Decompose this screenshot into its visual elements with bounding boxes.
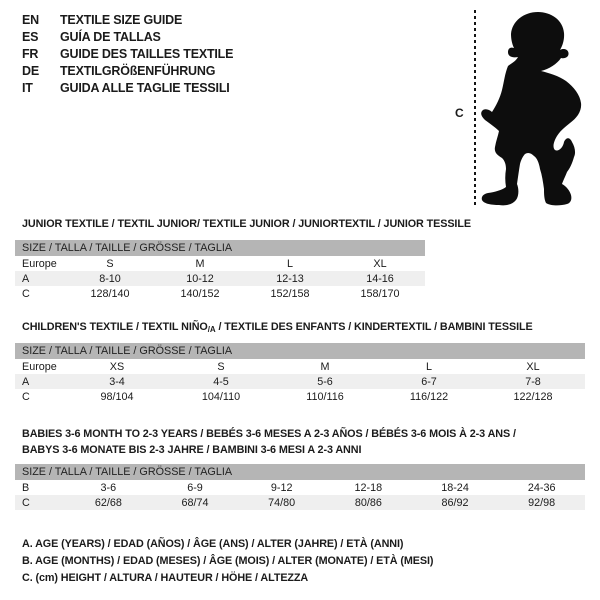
row-label: Europe [22, 360, 57, 373]
language-code: EN [22, 13, 39, 27]
children-size-table [15, 343, 585, 404]
row-label: C [22, 390, 30, 403]
language-row [22, 63, 233, 80]
row-label: A [22, 272, 30, 285]
language-title: GUÍA DE TALLAS [60, 30, 161, 44]
language-title: TEXTILE SIZE GUIDE [60, 13, 183, 27]
babies-table-title [22, 426, 516, 458]
legend-notes [22, 536, 433, 587]
row-label: B [22, 481, 30, 494]
cell: 62/68 [94, 496, 122, 509]
language-code: DE [22, 64, 39, 78]
cell: XS [109, 360, 125, 373]
cell: 14-16 [366, 272, 394, 285]
language-row [22, 80, 233, 97]
cell: XL [373, 257, 387, 270]
cell: 98/104 [100, 390, 134, 403]
table-row [15, 374, 585, 389]
table-row [15, 495, 585, 510]
babies-size-table [15, 464, 585, 510]
note-age-years: A. AGE (YEARS) / EDAD (AÑOS) / ÂGE (ANS) / ALTER (JAHRE) / ETÀ (ANNI) [22, 538, 404, 550]
cell: 7-8 [525, 375, 541, 388]
cell: 12-18 [354, 481, 383, 494]
cell: 10-12 [186, 272, 214, 285]
cell: 140/152 [180, 287, 220, 300]
table-row [15, 271, 425, 286]
language-code: IT [22, 81, 33, 95]
language-row [22, 12, 233, 29]
cell: S [106, 257, 114, 270]
cell: 152/158 [270, 287, 310, 300]
children-table-title [22, 319, 533, 338]
cell: 116/122 [409, 390, 449, 403]
table-row [15, 389, 585, 404]
cell: 74/80 [268, 496, 296, 509]
language-code: ES [22, 30, 39, 44]
table-row [15, 359, 585, 374]
children-title-post: / TEXTILE DES ENFANTS / KINDERTEXTIL / BAMBINI TESSILE [215, 321, 533, 333]
cell: 110/116 [306, 390, 344, 403]
junior-table-title: JUNIOR TEXTILE / TEXTIL JUNIOR/ TEXTILE JUNIOR / JUNIORTEXTIL / JUNIOR TESSILE [22, 218, 471, 230]
language-row [22, 46, 233, 63]
cell: 18-24 [441, 481, 469, 494]
language-title: GUIDE DES TAILLES TEXTILE [60, 47, 234, 61]
note-age-months: B. AGE (MONTHS) / EDAD (MESES) / ÂGE (MOIS) / ALTER (MONATE) / ETÀ (MESI) [22, 555, 434, 567]
cell: 8-10 [99, 272, 121, 285]
cell: 24-36 [527, 481, 556, 494]
babies-title-line1: BABIES 3-6 MONTH TO 2-3 YEARS / BEBÉS 3-6 MESES A 2-3 AÑOS / BÉBÉS 3-6 MOIS À 2-3 ANS / [22, 428, 516, 440]
cell: S [217, 360, 225, 373]
cell: 128/140 [90, 287, 130, 300]
cell: L [425, 360, 432, 373]
cell: 6-7 [421, 375, 437, 388]
table-row [15, 480, 585, 495]
table-row [15, 286, 425, 301]
language-title: GUIDA ALLE TAGLIE TESSILI [60, 81, 230, 95]
babies-title-line2: BABYS 3-6 MONATE BIS 2-3 JAHRE / BAMBINI 3-6 MESI A 2-3 ANNI [22, 444, 362, 456]
children-title-sub: /A [207, 325, 216, 334]
cell: 104/110 [201, 390, 241, 403]
cell: 86/92 [441, 496, 469, 509]
cell: 122/128 [513, 390, 553, 403]
cell: 158/170 [360, 287, 400, 300]
cell: 6-9 [187, 481, 203, 494]
cell: 92/98 [528, 496, 556, 509]
cell: L [286, 257, 293, 270]
cell: 3-4 [109, 375, 125, 388]
cell: 4-5 [213, 375, 229, 388]
height-label-c: C [455, 106, 464, 120]
cell: 68/74 [181, 496, 209, 509]
cell: M [195, 257, 205, 270]
children-title-pre: CHILDREN'S TEXTILE / TEXTIL NIÑO [22, 321, 208, 333]
baby-silhouette [478, 6, 599, 208]
language-title: TEXTILGRÖßENFÜHRUNG [60, 64, 216, 78]
size-header-bar: SIZE / TALLA / TAILLE / GRÖSSE / TAGLIA [15, 343, 585, 359]
cell: 80/86 [354, 496, 382, 509]
cell: 12-13 [276, 272, 304, 285]
cell: 9-12 [270, 481, 293, 494]
table-row [15, 256, 425, 271]
language-row [22, 29, 233, 46]
row-label: C [22, 496, 30, 509]
cell: XL [526, 360, 540, 373]
height-measure-dashed-line [474, 10, 476, 207]
language-code: FR [22, 47, 39, 61]
language-title-list [22, 12, 233, 97]
row-label: A [22, 375, 30, 388]
cell: 3-6 [100, 481, 117, 494]
junior-size-table [15, 240, 425, 301]
size-header-bar: SIZE / TALLA / TAILLE / GRÖSSE / TAGLIA [15, 464, 585, 480]
note-height: C. (cm) HEIGHT / ALTURA / HAUTEUR / HÖHE / ALTEZZA [22, 572, 309, 584]
cell: M [320, 360, 330, 373]
size-header-bar: SIZE / TALLA / TAILLE / GRÖSSE / TAGLIA [15, 240, 425, 256]
cell: 5-6 [317, 375, 333, 388]
row-label: C [22, 287, 30, 300]
row-label: Europe [22, 257, 57, 270]
